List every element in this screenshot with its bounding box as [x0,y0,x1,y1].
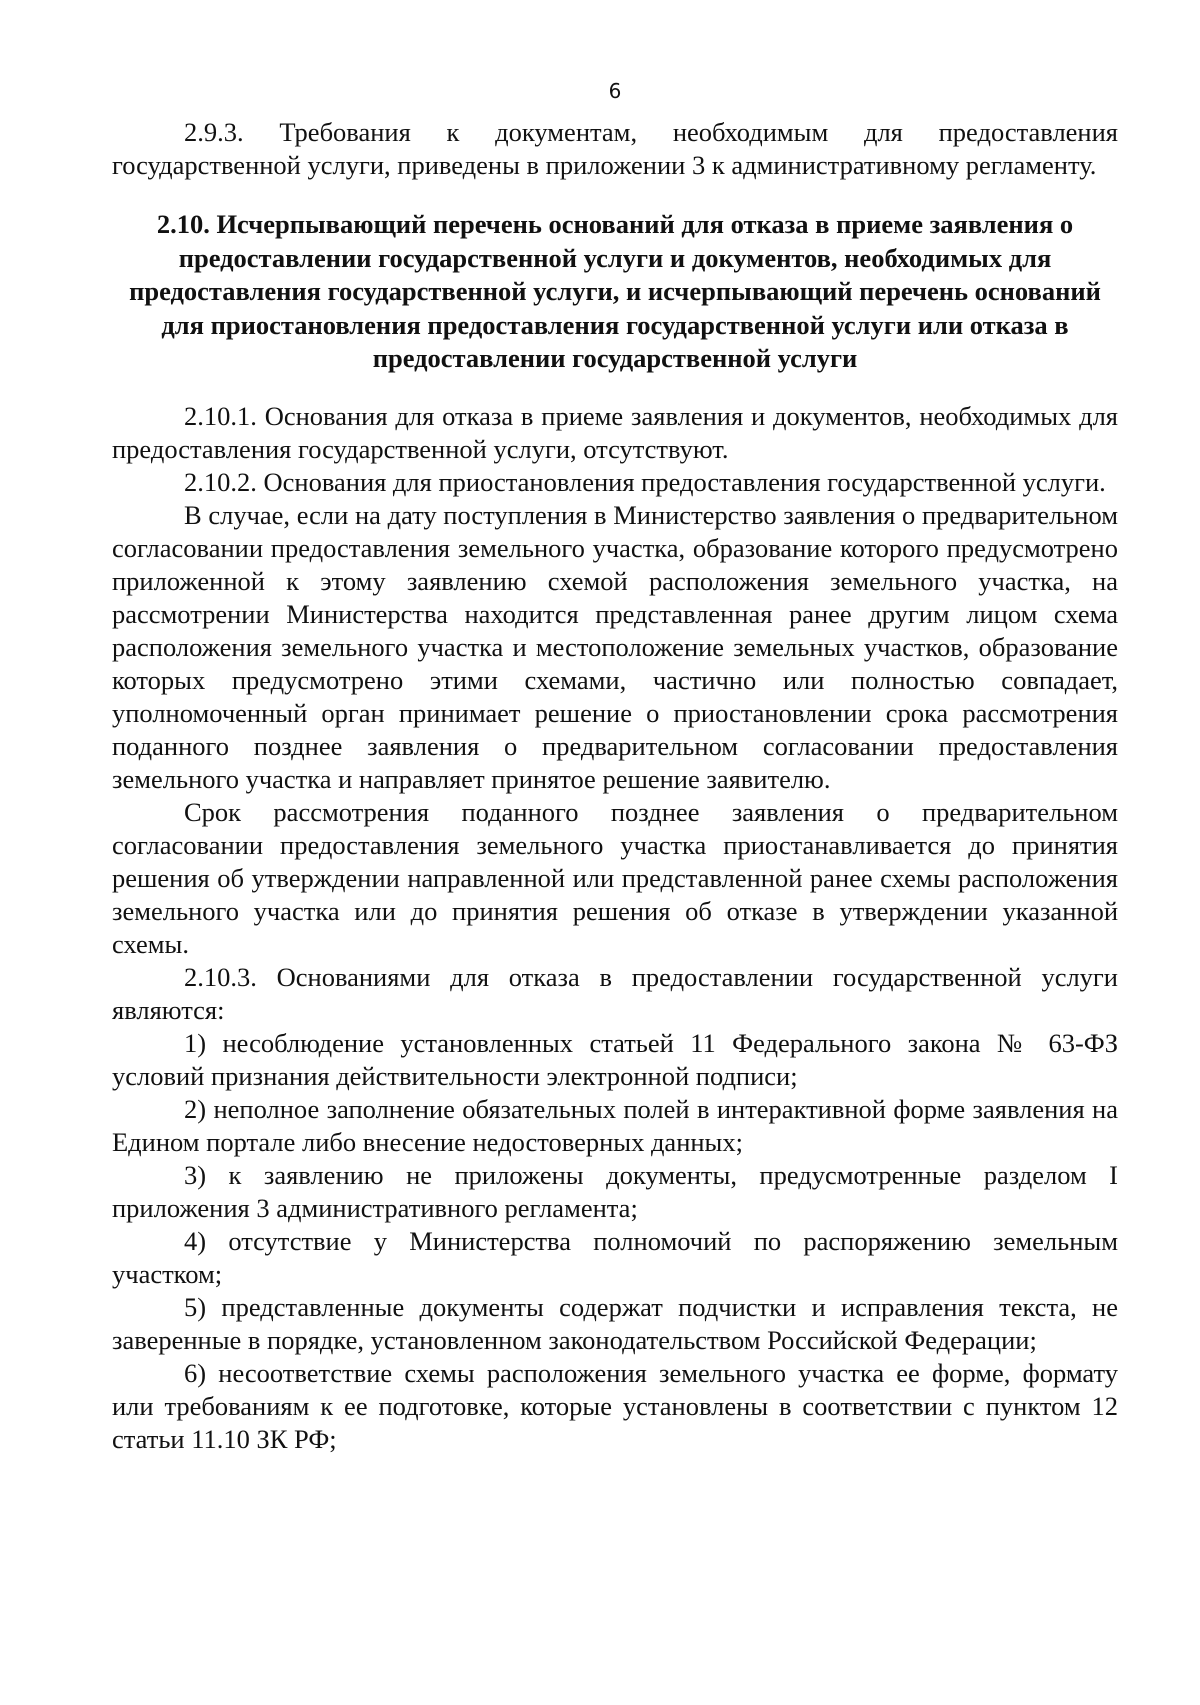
list-item: 5) представленные документы содержат подчистки и исправления текста, не заверенные в порядке, установленном законодательством Российской Федерации; [112,1291,1118,1355]
paragraph-2-9-3: 2.9.3. Требования к документам, необходимым для предоставления государственной услуги, приведены в приложении 3 к административному регламенту. [112,117,1118,180]
page-number: 6 [608,79,622,103]
paragraph-2-10-2: 2.10.2. Основания для приостановления предоставления государственной услуги. [184,466,1106,497]
paragraph-2-10-1: 2.10.1. Основания для отказа в приеме заявления и документов, необходимых для предоставления государственной услуги, отсутствуют. [112,400,1118,464]
document-page [112,78,1118,1456]
paragraph-suspension-term: Срок рассмотрения поданного позднее заявления о предварительном согласовании предоставления земельного участка приостанавливается до принятия решения об утверждении направленной или представленной ранее схемы расположения земельного участка или до принятия решения об отказе в утверждении указанной схемы. [112,796,1118,959]
paragraph-suspension-case: В случае, если на дату поступления в Министерство заявления о предварительном согласовании предоставления земельного участка, образование которого предусмотрено приложенной к этому заявлению схемой расположения земельного участка, на рассмотрении Министерства находится представленная ранее другим лицом схема расположения земельного участка и местоположение земельных участков, образование которых предусмотрено этими схемами, частично или полностью совпадает, уполномоченный орган принимает решение о приостановлении срока рассмотрения поданного позднее заявления о предварительном согласовании предоставления земельного участка и направляет принятое решение заявителю. [112,499,1118,794]
list-item: 3) к заявлению не приложены документы, предусмотренные разделом I приложения 3 административного регламента; [112,1159,1118,1223]
list-item: 1) несоблюдение установленных статьей 11 Федерального закона № 63-ФЗ условий признания действительности электронной подписи; [112,1027,1118,1091]
list-item: 4) отсутствие у Министерства полномочий по распоряжению земельным участком; [112,1225,1118,1289]
list-item: 2) неполное заполнение обязательных полей в интерактивной форме заявления на Едином портале либо внесение недостоверных данных; [112,1093,1118,1157]
section-heading-2-10: 2.10. Исчерпывающий перечень оснований для отказа в приеме заявления о предоставлении государственной услуги и документов, необходимых для предоставления государственной услуги, и исчерпывающий перечень оснований для приостановления предоставления государственной услуги или отказа в предоставлении государственной услуги [129,209,1101,373]
list-item: 6) несоответствие схемы расположения земельного участка ее форме, формату или требованиям к ее подготовке, которые установлены в соответствии с пунктом 12 статьи 11.10 ЗК РФ; [112,1357,1118,1454]
paragraph-2-10-3: 2.10.3. Основаниями для отказа в предоставлении государственной услуги являются: [112,961,1118,1025]
